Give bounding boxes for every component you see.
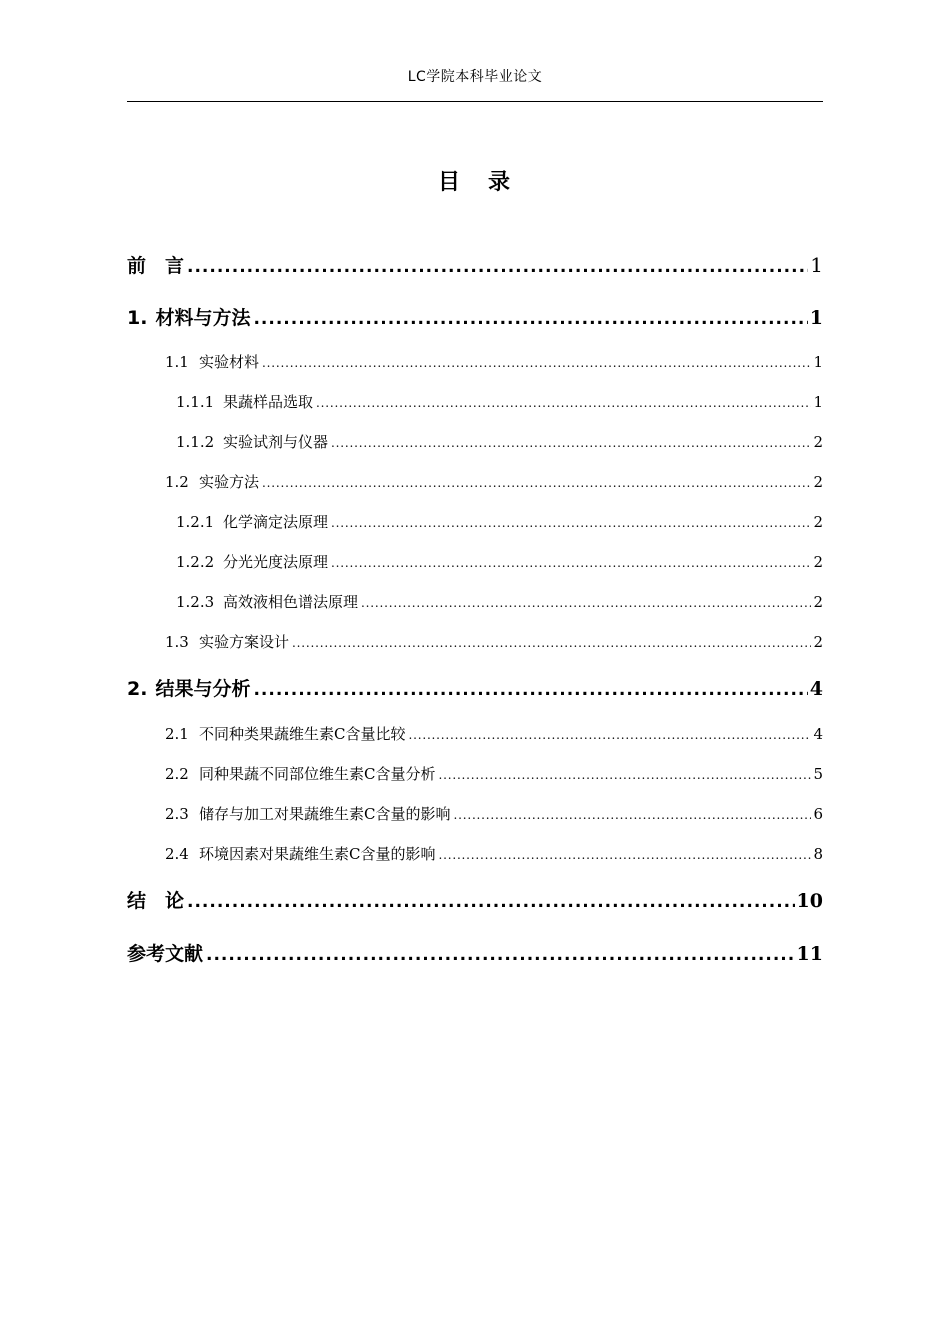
toc-entry-label: [165, 471, 259, 492]
toc-entry-text: 环境因素对果蔬维生素C含量的影响: [199, 845, 436, 863]
toc-entry-label: 结 论: [127, 890, 185, 912]
toc-entry-section-2-2[interactable]: [165, 763, 823, 784]
toc-entry-text: 储存与加工对果蔬维生素C含量的影响: [199, 805, 451, 823]
dot-leader: [262, 476, 811, 490]
toc-entry-page: 4: [813, 725, 823, 743]
toc-entry-text: 结果与分析: [155, 678, 251, 700]
toc-entry-number: 1.2.1: [176, 513, 215, 531]
dot-leader: [292, 636, 811, 650]
toc-entry-number: 2.1: [165, 725, 189, 743]
toc-entry-label: [165, 631, 289, 652]
dot-leader: [187, 892, 795, 912]
toc-entry-number: 1.2.2: [176, 553, 215, 571]
dot-leader: [331, 556, 811, 570]
toc-entry-section-1-2-3[interactable]: [176, 591, 823, 612]
dot-leader: [453, 808, 811, 822]
dot-leader: [253, 309, 807, 329]
toc-entry-label: [127, 674, 250, 701]
toc-entry-label: [165, 803, 450, 824]
dot-leader: [253, 680, 807, 700]
toc-entry-section-1-1-1[interactable]: [176, 391, 823, 412]
toc-entry-text: 不同种类果蔬维生素C含量比较: [199, 725, 406, 743]
toc-entry-text: 化学滴定法原理: [223, 513, 329, 531]
toc-entry-section-1-1[interactable]: [165, 351, 823, 372]
toc-entry-number: 1.1.2: [176, 433, 215, 451]
toc-entry-page: 2: [813, 633, 823, 651]
toc-entry-page: 5: [813, 765, 823, 783]
dot-leader: [331, 436, 811, 450]
toc-entry-number: 1.1: [165, 353, 189, 371]
toc-entry-section-1-2-2[interactable]: [176, 551, 823, 572]
toc-entry-chapter-2[interactable]: [127, 674, 823, 701]
toc-entry-number: 2.4: [165, 845, 189, 863]
toc-title-part2: 录: [488, 170, 513, 195]
toc-entry-page: 11: [796, 943, 823, 965]
toc-entry-label: [165, 723, 405, 744]
toc-entry-page: 1: [809, 307, 823, 329]
toc-entry-page: 2: [813, 553, 823, 571]
toc-title-part1: 目: [437, 170, 462, 195]
header-rule: [127, 101, 823, 102]
toc-entry-number: 2.3: [165, 805, 189, 823]
dot-leader: [316, 396, 811, 410]
toc-entry-page: 10: [796, 890, 823, 912]
toc-entry-page: 8: [813, 845, 823, 863]
toc-title: [127, 165, 823, 196]
toc-entry-number: 1.2.3: [176, 593, 215, 611]
toc-entry-page: 1: [810, 253, 823, 277]
dot-leader: [187, 257, 808, 277]
dot-leader: [438, 768, 811, 782]
toc-entry-chapter-1[interactable]: [127, 303, 823, 330]
toc-entry-label: [165, 763, 435, 784]
toc-entry-label: [165, 843, 435, 864]
toc-entry-text: 果蔬样品选取: [223, 393, 314, 411]
toc-entry-page: 2: [813, 473, 823, 491]
toc-entry-conclusion[interactable]: [127, 886, 823, 913]
toc-entry-text: 实验方法: [199, 473, 260, 491]
toc-entry-page: 6: [813, 805, 823, 823]
toc-entry-section-1-3[interactable]: [165, 631, 823, 652]
toc-entry-text: 实验材料: [199, 353, 260, 371]
toc-entry-number: 1.: [127, 307, 148, 329]
toc-entry-section-1-2-1[interactable]: [176, 511, 823, 532]
toc-entry-text: 分光光度法原理: [223, 553, 329, 571]
dot-leader: [262, 356, 811, 370]
toc-entry-page: 1: [813, 353, 823, 371]
toc-entry-section-2-1[interactable]: [165, 723, 823, 744]
dot-leader: [408, 728, 811, 742]
toc-entry-label: [176, 431, 328, 452]
toc-entry-section-1-1-2[interactable]: [176, 431, 823, 452]
toc-entry-number: 1.3: [165, 633, 189, 651]
toc-entry-text: 实验方案设计: [199, 633, 290, 651]
toc-entry-label: [176, 511, 328, 532]
toc-entry-label: [176, 551, 328, 572]
toc-entry-page: 2: [813, 513, 823, 531]
toc-entry-page: 4: [809, 678, 823, 700]
running-header: LC学院本科毕业论文: [407, 69, 543, 85]
toc-entry-references[interactable]: [127, 939, 823, 966]
dot-leader: [438, 848, 811, 862]
toc-entry-text: 同种果蔬不同部位维生素C含量分析: [199, 765, 436, 783]
toc-entry-number: 1.2: [165, 473, 189, 491]
dot-leader: [206, 945, 795, 965]
toc-entry-label: [165, 351, 259, 372]
toc-entry-section-2-4[interactable]: [165, 843, 823, 864]
toc-entry-label: [176, 591, 358, 612]
toc-entry-text: 材料与方法: [155, 307, 251, 329]
toc-entry-section-1-2[interactable]: [165, 471, 823, 492]
toc-entry-page: 2: [813, 593, 823, 611]
toc-entry-label: 参考文献: [127, 943, 204, 965]
toc-entry-text: 实验试剂与仪器: [223, 433, 329, 451]
dot-leader: [331, 516, 811, 530]
toc-entry-label: [176, 391, 313, 412]
toc-entry-page: 1: [813, 393, 823, 411]
toc-entry-number: 1.1.1: [176, 393, 215, 411]
dot-leader: [361, 596, 811, 610]
toc-entry-preface[interactable]: [127, 251, 823, 278]
toc-entry-label: [127, 303, 250, 330]
toc-entry-number: 2.: [127, 678, 148, 700]
toc-entry-page: 2: [813, 433, 823, 451]
toc-entry-text: 高效液相色谱法原理: [223, 593, 359, 611]
toc-entry-section-2-3[interactable]: [165, 803, 823, 824]
toc-entry-label: 前 言: [127, 255, 185, 277]
toc-entry-number: 2.2: [165, 765, 189, 783]
